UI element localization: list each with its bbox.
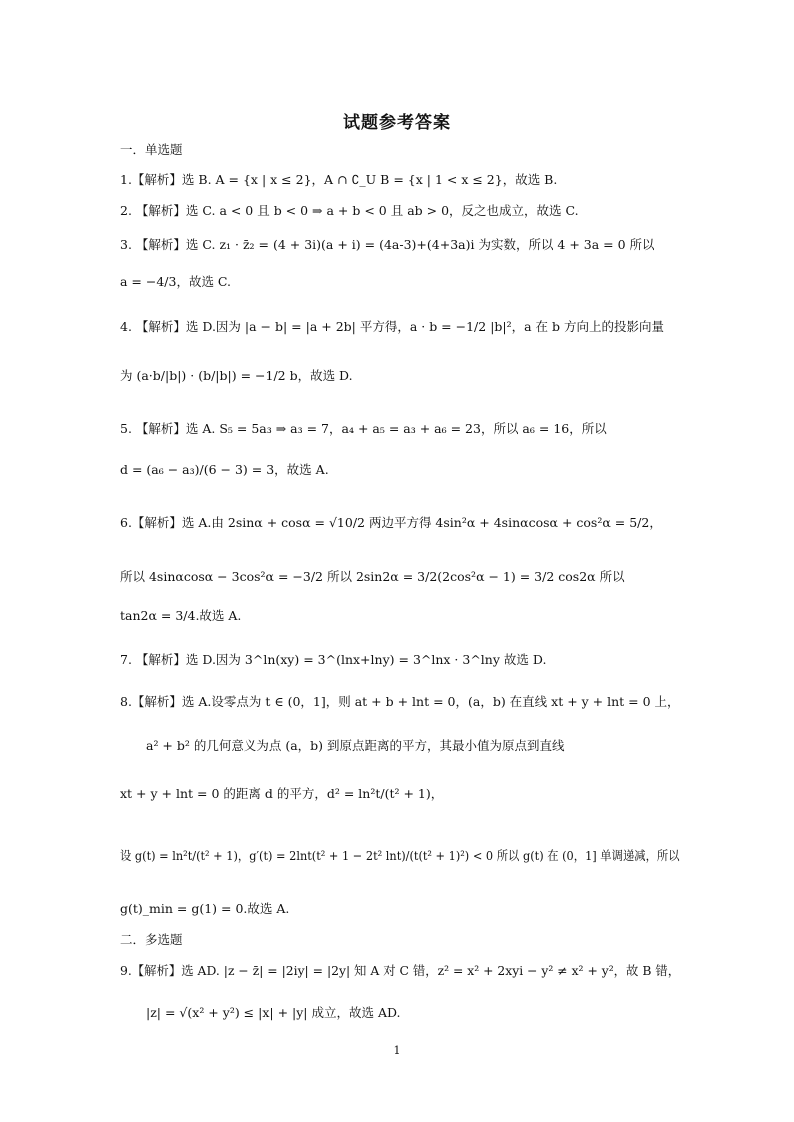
answer-6-line-1: 6.【解析】选 A.由 2sinα + cosα = √10/2 两边平方得 4sin²α + 4sinαcosα + cos²α = 5/2，: [120, 515, 662, 530]
page-number: 1: [393, 1044, 401, 1057]
answer-3-line-2: a = −4/3，故选 C.: [120, 274, 232, 289]
answer-3-line-1: 3. 【解析】选 C. z₁ · z̄₂ = (4 + 3i)(a + i) = (4a-3)+(4+3a)i 为实数，所以 4 + 3a = 0 所以: [120, 237, 655, 252]
answer-9-line-1: 9.【解析】选 AD. |z − z̄| = |2iy| = |2y| 知 A 对 C 错，z² = x² + 2xyi − y² ≠ x² + y²，故 B 错，: [120, 963, 681, 978]
section-heading-multiple-choice: 二．多选题: [120, 932, 183, 947]
answer-1: 1.【解析】选 B. A = {x | x ≤ 2}，A ∩ ∁_U B = {x | 1 < x ≤ 2}，故选 B.: [120, 172, 558, 187]
answer-8-line-3: xt + y + lnt = 0 的距离 d 的平方，d² = ln²t/(t² + 1)，: [120, 786, 444, 801]
answer-5-line-1: 5. 【解析】选 A. S₅ = 5a₃ ⇒ a₃ = 7，a₄ + a₅ = a₃ + a₆ = 23，所以 a₆ = 16，所以: [120, 421, 607, 436]
answer-8-line-2: a² + b² 的几何意义为点 (a，b) 到原点距离的平方，其最小值为原点到直线: [146, 738, 565, 753]
answer-5-line-2: d = (a₆ − a₃)/(6 − 3) = 3，故选 A.: [120, 462, 329, 477]
answer-4-line-1: 4. 【解析】选 D.因为 |a − b| = |a + 2b| 平方得，a · b = −1/2 |b|²，a 在 b 方向上的投影向量: [120, 319, 665, 334]
section-heading-single-choice: 一．单选题: [120, 142, 183, 157]
answer-8-line-1: 8.【解析】选 A.设零点为 t ∈ (0，1]，则 at + b + lnt = 0，(a，b) 在直线 xt + y + lnt = 0 上，: [120, 694, 680, 709]
answer-7: 7. 【解析】选 D.因为 3^ln(xy) = 3^(lnx+lny) = 3^lnx · 3^lny 故选 D.: [120, 652, 547, 667]
answer-6-line-2: 所以 4sinαcosα − 3cos²α = −3/2 所以 2sin2α = 3/2(2cos²α − 1) = 3/2 cos2α 所以: [120, 569, 625, 584]
answer-8-line-5: g(t)_min = g(1) = 0.故选 A.: [120, 901, 290, 916]
answer-9-line-2: |z| = √(x² + y²) ≤ |x| + |y| 成立，故选 AD.: [146, 1005, 401, 1020]
page-title: 试题参考答案: [343, 113, 451, 133]
answer-2: 2. 【解析】选 C. a < 0 且 b < 0 ⇒ a + b < 0 且 ab > 0，反之也成立，故选 C.: [120, 203, 579, 218]
answer-8-line-4: 设 g(t) = ln²t/(t² + 1)，g′(t) = 2lnt(t² + 1 − 2t² lnt)/(t(t² + 1)²) < 0 所以 g(t) 在 (0，1] 单调递减，所以: [120, 848, 680, 863]
answer-4-line-2: 为 (a·b/|b|) · (b/|b|) = −1/2 b，故选 D.: [120, 368, 353, 383]
answer-6-line-3: tan2α = 3/4.故选 A.: [120, 608, 242, 623]
